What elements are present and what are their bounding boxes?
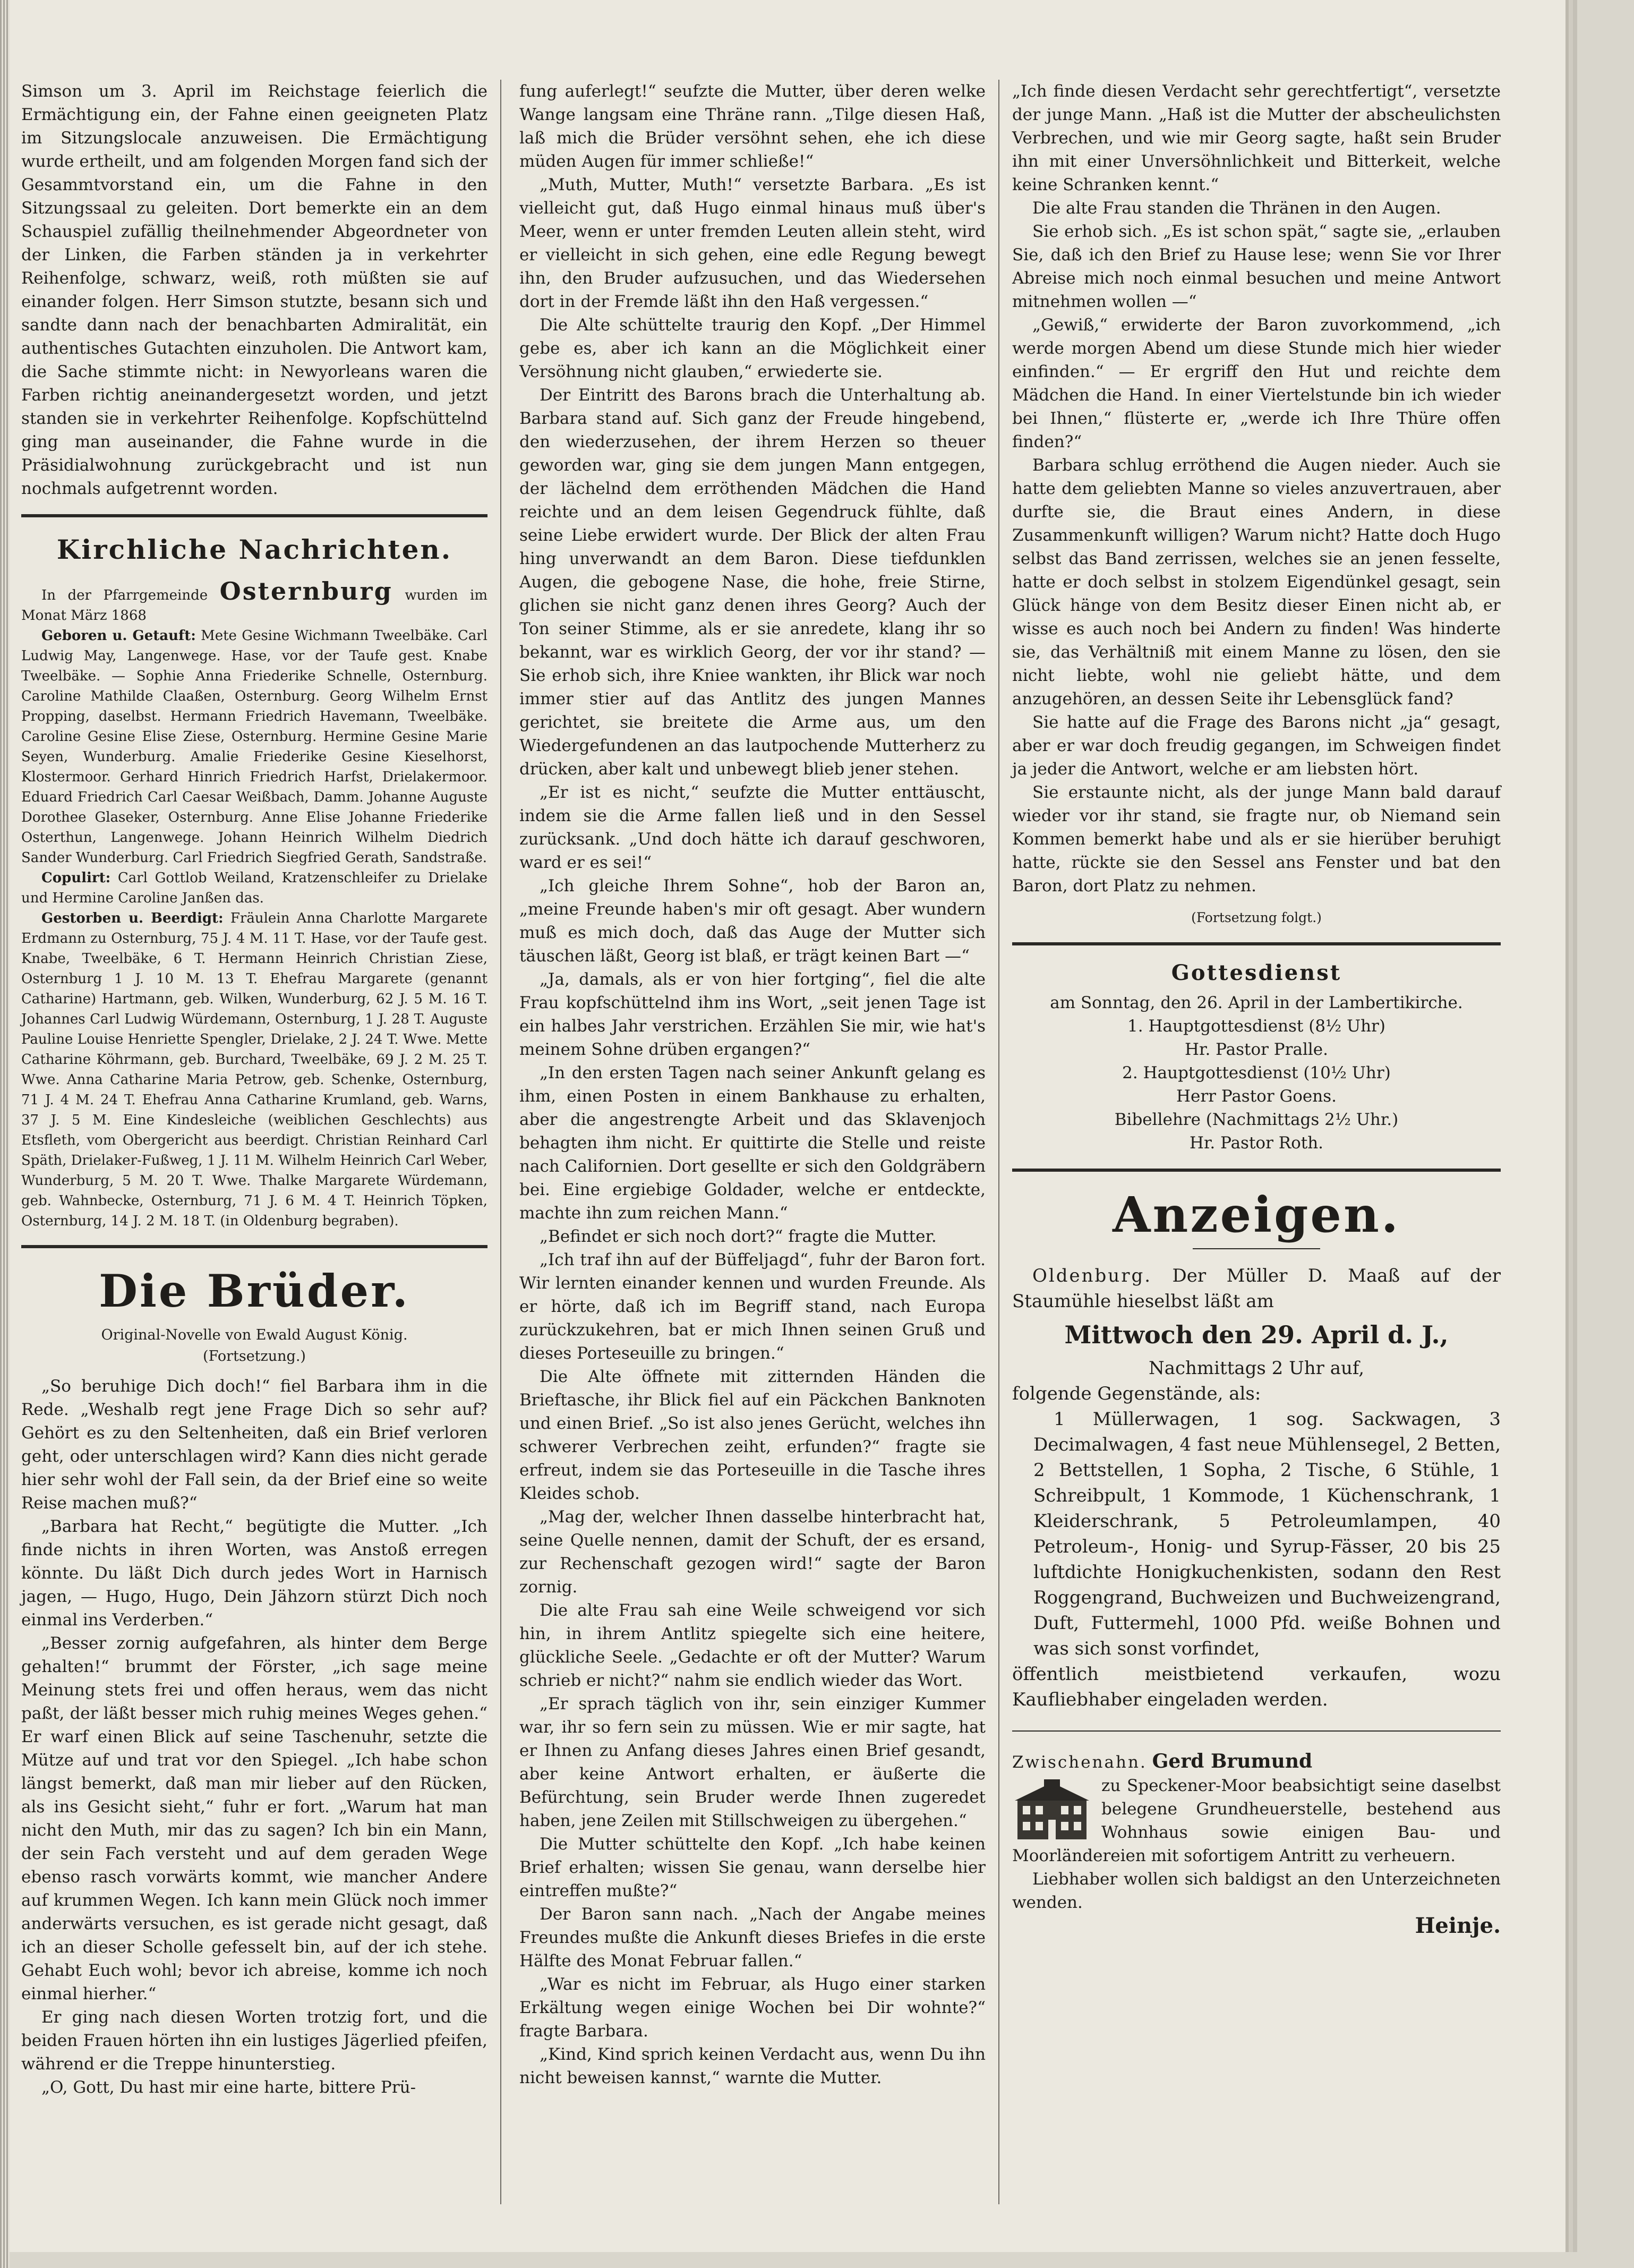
church-service-heading: Gottesdienst	[1171, 960, 1342, 985]
house-icon	[1012, 1778, 1092, 1842]
story-paragraph: „Ich finde diesen Verdacht sehr gerechtfertigt“, versetzte der junge Mann. „Haß ist die Mutter der abscheulichsten Verbrechen, und wie mir Georg sagte, haßt sein Bruder ihn mit einer Unversöhnlichkeit und Bitterkeit, welche keine Schranken kennt.“	[1012, 82, 1501, 194]
story-paragraph: Barbara schlug erröthend die Augen nieder. Auch sie hatte dem geliebten Manne so vieles anzuvertrauen, aber durfte sie, die Braut eines Andern, in diese Zusammenkunft willigen? Warum nicht? Hatte doch Hugo selbst das Band zerrissen, welches sie an jenen fesselte, hatte er doch selbst in stolzem Eigendünkel gesagt, sein Glück hänge von dem Besitz dieser Einen nicht ab, er wisse es auch noch bei Andern zu finden! Was hinderte sie, das Verhältniß mit einem Manne zu lösen, den sie nicht liebte, wohl nie geliebt hätte, und dem anzugehören, an dessen Seite ihr Lebensglück fand?	[1012, 456, 1501, 709]
deaths-label: Gestorben u. Beerdigt:	[41, 910, 224, 926]
section-divider	[21, 514, 487, 517]
church-service-line: Hr. Pastor Pralle.	[1185, 1040, 1328, 1059]
column-separator	[500, 80, 501, 2204]
church-service-intro: am Sonntag, den 26. April in der Lambertikirche.	[1050, 993, 1463, 1012]
newspaper-page	[10, 0, 1569, 2252]
story-paragraph: „Ja, damals, als er von hier fortging“, fiel die alte Frau kopfschüttelnd ihm ins Wort, „seit jenen Tage ist ein halbes Jahr verstrichen. Erzählen Sie mir, wie hat's meinem Sohne drüben ergangen?“	[519, 970, 986, 1059]
story-paragraph: „Ich gleiche Ihrem Sohne“, hob der Baron an, „meine Freunde haben's mir oft gesagt. Aber wundern muß es mich doch, daß das Auge der Mutter sich täuschen läßt, Georg ist blaß, er trägt keinen Bart —“	[519, 876, 986, 966]
births-text: Mete Gesine Wichmann Tweelbäke. Carl Ludwig May, Langenwege. Hase, vor der Taufe gest. Knabe Tweelbäke. — Sophie Anna Friederike Schnelle, Osternburg. Caroline Mathilde Claaßen, Osternburg. Georg Wilhelm Ernst Propping, daselbst. Hermann Friedrich Havemann, Tweelbäke. Caroline Gesine Elise Ziese, Osternburg. Hermine Gesine Marie Seyen, Wunderburg. Amalie Friederike Gesine Kieselhorst, Klostermoor. Gerhard Hinrich Friedrich Harfst, Drielakermoor. Eduard Friedrich Carl Caesar Weißbach, Damm. Johanne Auguste Dorothee Glaseker, Osternburg. Anne Elise Johanne Friederike Osterthun, Langenwege. Johann Heinrich Wilhelm Diedrich Sander Wunderburg. Carl Friedrich Siegfried Gerath, Sandstraße.	[21, 628, 487, 866]
story-title: Die Brüder.	[99, 1265, 410, 1317]
story-paragraph: „So beruhige Dich doch!“ fiel Barbara ihm in die Rede. „Weshalb regt jene Frage Dich so sehr auf? Gehört es zu den Seltenheiten, daß ein Brief verloren geht, oder unterschlagen wird? Kann dies nicht gerade hier sehr wohl der Fall sein, da der Brief eine so weite Reise machen muß?“	[21, 1377, 487, 1513]
ads-heading: Anzeigen.	[1113, 1186, 1400, 1243]
auction-ad-items: 1 Müllerwagen, 1 sog. Sackwagen, 3 Decimalwagen, 4 fast neue Mühlensegel, 2 Betten, 2 Bettstellen, 1 Sopha, 2 Tische, 6 Stühle, 1 Schreibpult, 1 Kommode, 1 Küchenschrank, 1 Kleiderschrank, 5 Petroleumlampen, 40 Petroleum-, Honig- und Syrup-Fässer, 20 bis 25 luftdichte Honigkuchenkisten, sodann den Rest Roggengrand, Buchweizen und Buchweizengrand, Duft, Futtermehl, 1000 Pfd. weiße Bohnen und was sich sonst vorfindet,	[1033, 1409, 1501, 1659]
church-service-line: Bibellehre (Nachmittags 2½ Uhr.)	[1114, 1110, 1399, 1129]
article-intro: Simson um 3. April im Reichstage feierlich die Ermächtigung ein, der Fahne einen geeigneten Platz im Sitzungslocale anzuweisen. Die Ermächtigung wurde ertheilt, und am folgenden Morgen fand sich der Gesammtvorstand ein, um die Fahne in den Sitzungssaal zu geleiten. Dort bemerkte ein an dem Schauspiel zufällig theilnehmender Abgeordneter von der Linken, die Farben ständen ja in verkehrter Reihenfolge, schwarz, weiß, roth müßten sie auf einander folgen. Herr Simson stutzte, besann sich und sandte dann nach der benachbarten Admiralität, ein authentisches Gutachten einzuholen. Die Antwort kam, die Sache stimmte nicht: in Newyorleans waren die Farben richtig aneinandergesetzt worden, und jetzt standen sie in verkehrter Reihenfolge. Kopfschüttelnd ging man auseinander, die Fahne wurde in die Präsidialwohnung zurückgebracht und ist nun nochmals aufgetrennt worden.	[21, 82, 487, 498]
story-paragraph: Der Baron sann nach. „Nach der Angabe meines Freundes mußte die Ankunft dieses Briefes in die erste Hälfte des Monat Februar fallen.“	[519, 1905, 986, 1971]
auction-ad-intro: Der Müller D. Maaß auf der Staumühle hieselbst läßt am	[1012, 1265, 1501, 1312]
story-continuation-note: (Fortsetzung.)	[203, 1348, 306, 1365]
story-paragraph: „Barbara hat Recht,“ begütigte die Mutter. „Ich finde nichts in ihren Worten, was Anstoß erregen könnte. Du läßt Dich durch jedes Wort in Harnisch jagen, — Hugo, Hugo, Dein Jähzorn stürzt Dich noch einmal ins Verderben.“	[21, 1517, 487, 1630]
marriages-text: Carl Gottlob Weiland, Kratzenschleifer zu Drielake und Hermine Caroline Janßen das.	[21, 870, 487, 906]
story-paragraph: „Er sprach täglich von ihr, sein einziger Kummer war, ihr so fern sein zu müssen. Wie er mir sagte, hat er Ihnen zu Anfang dieses Jahres einen Brief gesandt, aber keine Antwort erhalten, er äußerte die Befürchtung, sein Bruder werde Ihnen zugeredet haben, jene Zeilen mit Stillschweigen zu übergehen.“	[519, 1694, 986, 1830]
lease-ad-text-b: Liebhaber wollen sich baldigst an den Unterzeichneten wenden.	[1012, 1870, 1501, 1912]
story-paragraph: „Er ist es nicht,“ seufzte die Mutter enttäuscht, indem sie die Arme fallen ließ und in den Sessel zurücksank. „Und doch hätte ich darauf geschworen, ward er es sei!“	[519, 783, 986, 872]
lease-ad-signature: Heinje.	[1415, 1913, 1501, 1938]
auction-ad-time: Nachmittags 2 Uhr auf,	[1148, 1358, 1365, 1379]
column-1	[21, 80, 487, 2099]
deaths-entry	[21, 908, 487, 1231]
parish-intro-a: In der Pfarrgemeinde	[41, 587, 208, 603]
story-paragraph: fung auferlegt!“ seufzte die Mutter, über deren welke Wange langsam eine Thräne rann. „Tilge diesen Haß, laß mich die Brüder versöhnt sehen, ehe ich diese müden Augen für immer schließe!“	[519, 82, 986, 171]
story-paragraph: Die alte Frau standen die Thränen in den Augen.	[1032, 199, 1441, 218]
church-service-line: 1. Hauptgottesdienst (8½ Uhr)	[1127, 1017, 1385, 1036]
deaths-text: Fräulein Anna Charlotte Margarete Erdmann zu Osternburg, 75 J. 4 M. 11 T. Hase, vor der Taufe gest. Knabe, Tweelbäke, 6 T. Hermann Heinrich Christian Ziese, Osternburg 1 J. 10 M. 13 T. Ehefrau Margarete (genannt Catharine) Hartmann, geb. Wilken, Wunderburg, 62 J. 5 M. 16 T. Johannes Carl Ludwig Würdemann, Osternburg, 1 J. 28 T. Auguste Pauline Louise Henriette Spengler, Drielake, 2 J. 24 T. Wwe. Mette Catharine Köhrmann, geb. Burchard, Tweelbäke, 69 J. 2 M. 25 T. Wwe. Anna Catharine Maria Petrow, geb. Schenke, Osternburg, 71 J. 4 M. 24 T. Ehefrau Anna Catharine Krumland, geb. Warns, 37 J. 5 M. Eine Kindesleiche (weiblichen Geschlechts) aus Etsfleth, vom Obergericht aus beerdigt. Christian Reinhard Carl Späth, Drielaker-Fußweg, 1 J. 11 M. Wilhelm Heinrich Carl Weber, Wunderburg, 5 M. 20 T. Wwe. Thalke Margarete Würdemann, geb. Wahnbecke, Osternburg, 71 J. 6 M. 4 T. Heinrich Töpken, Osternburg, 14 J. 2 M. 18 T. (in Oldenburg begraben).	[21, 910, 487, 1229]
story-paragraph: „Gewiß,“ erwiderte der Baron zuvorkommend, „ich werde morgen Abend um diese Stunde mich hier wieder einfinden.“ — Er ergriff den Hut und reichte dem Mädchen die Hand. In einer Viertelstunde bin ich wieder bei Ihnen,“ flüsterte er, „werde ich Ihre Thüre offen finden?“	[1012, 316, 1501, 451]
lease-ad-text: zu Speckener-Moor beabsichtigt seine daselbst belegene Grundheuerstelle, bestehend aus Wohnhaus sowie einigen Bau- und Moorländereien mit sofortigem Antritt zu verheuern.	[1012, 1776, 1501, 1865]
story-subtitle: Original-Novelle von Ewald August König.	[101, 1327, 408, 1343]
story-paragraph: Die Mutter schüttelte den Kopf. „Ich habe keinen Brief erhalten; wissen Sie genau, wann derselbe hier eintreffen mußte?“	[519, 1835, 986, 1900]
story-paragraph: „O, Gott, Du hast mir eine harte, bittere Prü-	[41, 2078, 416, 2097]
births-entry	[21, 626, 487, 868]
auction-ad-place: Oldenburg.	[1032, 1265, 1152, 1286]
ad-divider	[1012, 1730, 1501, 1732]
story-paragraph: „Kind, Kind sprich keinen Verdacht aus, wenn Du ihn nicht beweisen kannst,“ warnte die Mutter.	[519, 2045, 986, 2087]
lease-ad-header	[1012, 1750, 1501, 1774]
story-paragraph: „Muth, Mutter, Muth!“ versetzte Barbara. „Es ist vielleicht gut, daß Hugo einmal hinaus muß über's Meer, wenn er unter fremden Leuten allein steht, wird er vielleicht in sich gehen, eine edle Regung bewegt ihn, den Bruder aufzusuchen, und das Wiedersehen dort in der Fremde läßt ihn den Haß vergessen.“	[519, 175, 986, 311]
section-divider	[1012, 1169, 1501, 1172]
page-binding-edge	[0, 0, 10, 2268]
ads-heading-underline	[1193, 1248, 1320, 1249]
story-paragraph: „Ich traf ihn auf der Büffeljagd“, fuhr der Baron fort. Wir lernten einander kennen und wurden Freunde. Als er hörte, daß ich im Begriff stand, nach Europa zurückzukehren, bat er mich Ihnen seinen Gruß und dieses Porteseuille zu bringen.“	[519, 1250, 986, 1363]
births-label: Geboren u. Getauft:	[41, 628, 196, 644]
story-paragraph: „Befindet er sich noch dort?“ fragte die Mutter.	[540, 1227, 937, 1246]
lease-ad	[1012, 1750, 1501, 1938]
story-paragraph: „In den ersten Tagen nach seiner Ankunft gelang es ihm, einen Posten in einem Bankhause zu erhalten, aber die angestrengte Arbeit und das Sklavenjoch behagten ihm nicht. Er quittirte die Stelle und reiste nach Californien. Dort gesellte er sich den Goldgräbern bei. Eine ergiebige Goldader, welche er entdeckte, machte ihn zum reichen Mann.“	[519, 1063, 986, 1223]
auction-ad-closing: öffentlich meistbietend verkaufen, wozu Kaufliebhaber eingeladen werden.	[1012, 1664, 1501, 1710]
story-paragraph: Er ging nach diesen Worten trotzig fort, und die beiden Frauen hörten ihn ein lustiges Jägerlied pfeifen, während er die Treppe hinunterstieg.	[21, 2008, 487, 2074]
auction-ad-lead: folgende Gegenstände, als:	[1012, 1383, 1261, 1404]
parish-intro	[21, 577, 488, 626]
auction-ad-date: Mittwoch den 29. April d. J.,	[1064, 1320, 1449, 1349]
section-divider	[1012, 942, 1501, 945]
column-separator	[998, 80, 999, 2204]
auction-ad	[1012, 1263, 1501, 1314]
church-service-line: 2. Hauptgottesdienst (10½ Uhr)	[1122, 1063, 1391, 1082]
story-paragraph: „War es nicht im Februar, als Hugo einer starken Erkältung wegen einige Wochen bei Dir wohnte?“ fragte Barbara.	[519, 1975, 986, 2041]
lease-ad-name: Gerd Brumund	[1152, 1750, 1313, 1772]
church-news-heading: Kirchliche Nachrichten.	[56, 534, 452, 565]
story-paragraph: Die Alte schüttelte traurig den Kopf. „Der Himmel gebe es, aber ich kann an die Möglichkeit einer Versöhnung nicht glauben,“ erwiederte sie.	[519, 316, 986, 381]
church-service-line: Hr. Pastor Roth.	[1189, 1133, 1324, 1153]
parish-name: Osternburg	[219, 577, 393, 606]
marriages-entry	[21, 868, 487, 908]
story-paragraph: Sie hatte auf die Frage des Barons nicht „ja“ gesagt, aber er war doch freudig gegangen, im Schweigen findet ja jeder die Antwort, welche er am liebsten hört.	[1012, 713, 1501, 779]
section-divider	[21, 1245, 487, 1248]
parish-intro-b: wurden im Monat März 1868	[21, 587, 488, 624]
marriages-label: Copulirt:	[41, 870, 111, 886]
column-3	[1012, 80, 1501, 1938]
story-paragraph: Sie erhob sich. „Es ist schon spät,“ sagte sie, „erlauben Sie, daß ich den Brief zu Hause lese; wenn Sie vor Ihrer Abreise mich noch einmal besuchen und meine Antwort mitnehmen wollen —“	[1012, 222, 1501, 311]
story-paragraph: „Mag der, welcher Ihnen dasselbe hinterbracht hat, seine Quelle nennen, damit der Schuft, der es ersand, zur Rechenschaft gezogen wird!“ sagte der Baron zornig.	[519, 1507, 986, 1597]
story-paragraph: „Besser zornig aufgefahren, als hinter dem Berge gehalten!“ brummt der Förster, „ich sage meine Meinung stets frei und offen heraus, wem das nicht paßt, der läßt besser mich ruhig meines Weges gehen.“ Er warf einen Blick auf seine Taschenuhr, setzte die Mütze auf und trat vor den Spiegel. „Ich habe schon längst bemerkt, daß man mir lieber auf den Rücken, als ins Gesicht sieht,“ fuhr er fort. „Warum hat man nicht den Muth, mir das zu sagen? Ich bin ein Mann, der sein Fach versteht und auf dem geraden Wege ebenso rasch vorwärts kommt, wie mancher Andere auf krummen Wegen. Ich kann mein Glück noch immer anderwärts versuchen, es ist gerade nicht gesagt, daß ich an dieser Scholle gefesselt bin, auf der ich stehe. Gehabt Euch wohl; bevor ich abreise, komme ich noch einmal hierher.“	[21, 1634, 487, 2003]
to-be-continued-note: (Fortsetzung folgt.)	[1191, 910, 1322, 925]
church-service-line: Herr Pastor Goens.	[1176, 1087, 1337, 1106]
story-paragraph: Sie erstaunte nicht, als der junge Mann bald darauf wieder vor ihr stand, sie fragte nur, ob Niemand sein Kommen bemerkt habe und als er sie hierüber beruhigt hatte, rückte sie den Sessel ans Fenster und bat den Baron, dort Platz zu nehmen.	[1012, 783, 1501, 896]
lease-ad-place: Zwischenahn.	[1012, 1753, 1147, 1772]
story-paragraph: Der Eintritt des Barons brach die Unterhaltung ab. Barbara stand auf. Sich ganz der Freude hingebend, den wiederzusehen, der ihrem Herzen so theuer geworden war, ging sie dem jungen Mann entgegen, der lächelnd dem erröthenden Mädchen die Hand reichte und an dem leisen Gegendruck fühlte, daß seine Liebe erwidert wurde. Der Blick der alten Frau hing unverwandt an dem Baron. Diese tiefdunklen Augen, die gebogene Nase, die hohe, freie Stirne, glichen sie nicht ganz denen ihres Georg? Auch der Ton seiner Stimme, als er sie anredete, klang ihr so bekannt, war es wirklich Georg, der vor ihr stand? — Sie erhob sich, ihre Kniee wankten, ihr Blick war noch immer stier auf das Antlitz des jungen Mannes gerichtet, sie breitete die Arme aus, um den Wiedergefundenen an das lautpochende Mutterherz zu drücken, aber kalt und unbewegt blieb jener stehen.	[519, 386, 986, 779]
story-paragraph: Die alte Frau sah eine Weile schweigend vor sich hin, in ihrem Antlitz spiegelte sich eine heitere, glückliche Seele. „Gedachte er oft der Mutter? Warum schrieb er nicht?“ nahm sie endlich wieder das Wort.	[519, 1601, 986, 1690]
story-paragraph: Die Alte öffnete mit zitternden Händen die Brieftasche, ihr Blick fiel auf ein Päckchen Banknoten und einen Brief. „So ist also jenes Gerücht, welches ihn schwerer Verbrechen zeiht, erfunden?“ fragte sie erfreut, indem sie das Porteseuille in die Tasche ihres Kleides schob.	[519, 1367, 986, 1503]
column-2	[519, 80, 986, 2090]
